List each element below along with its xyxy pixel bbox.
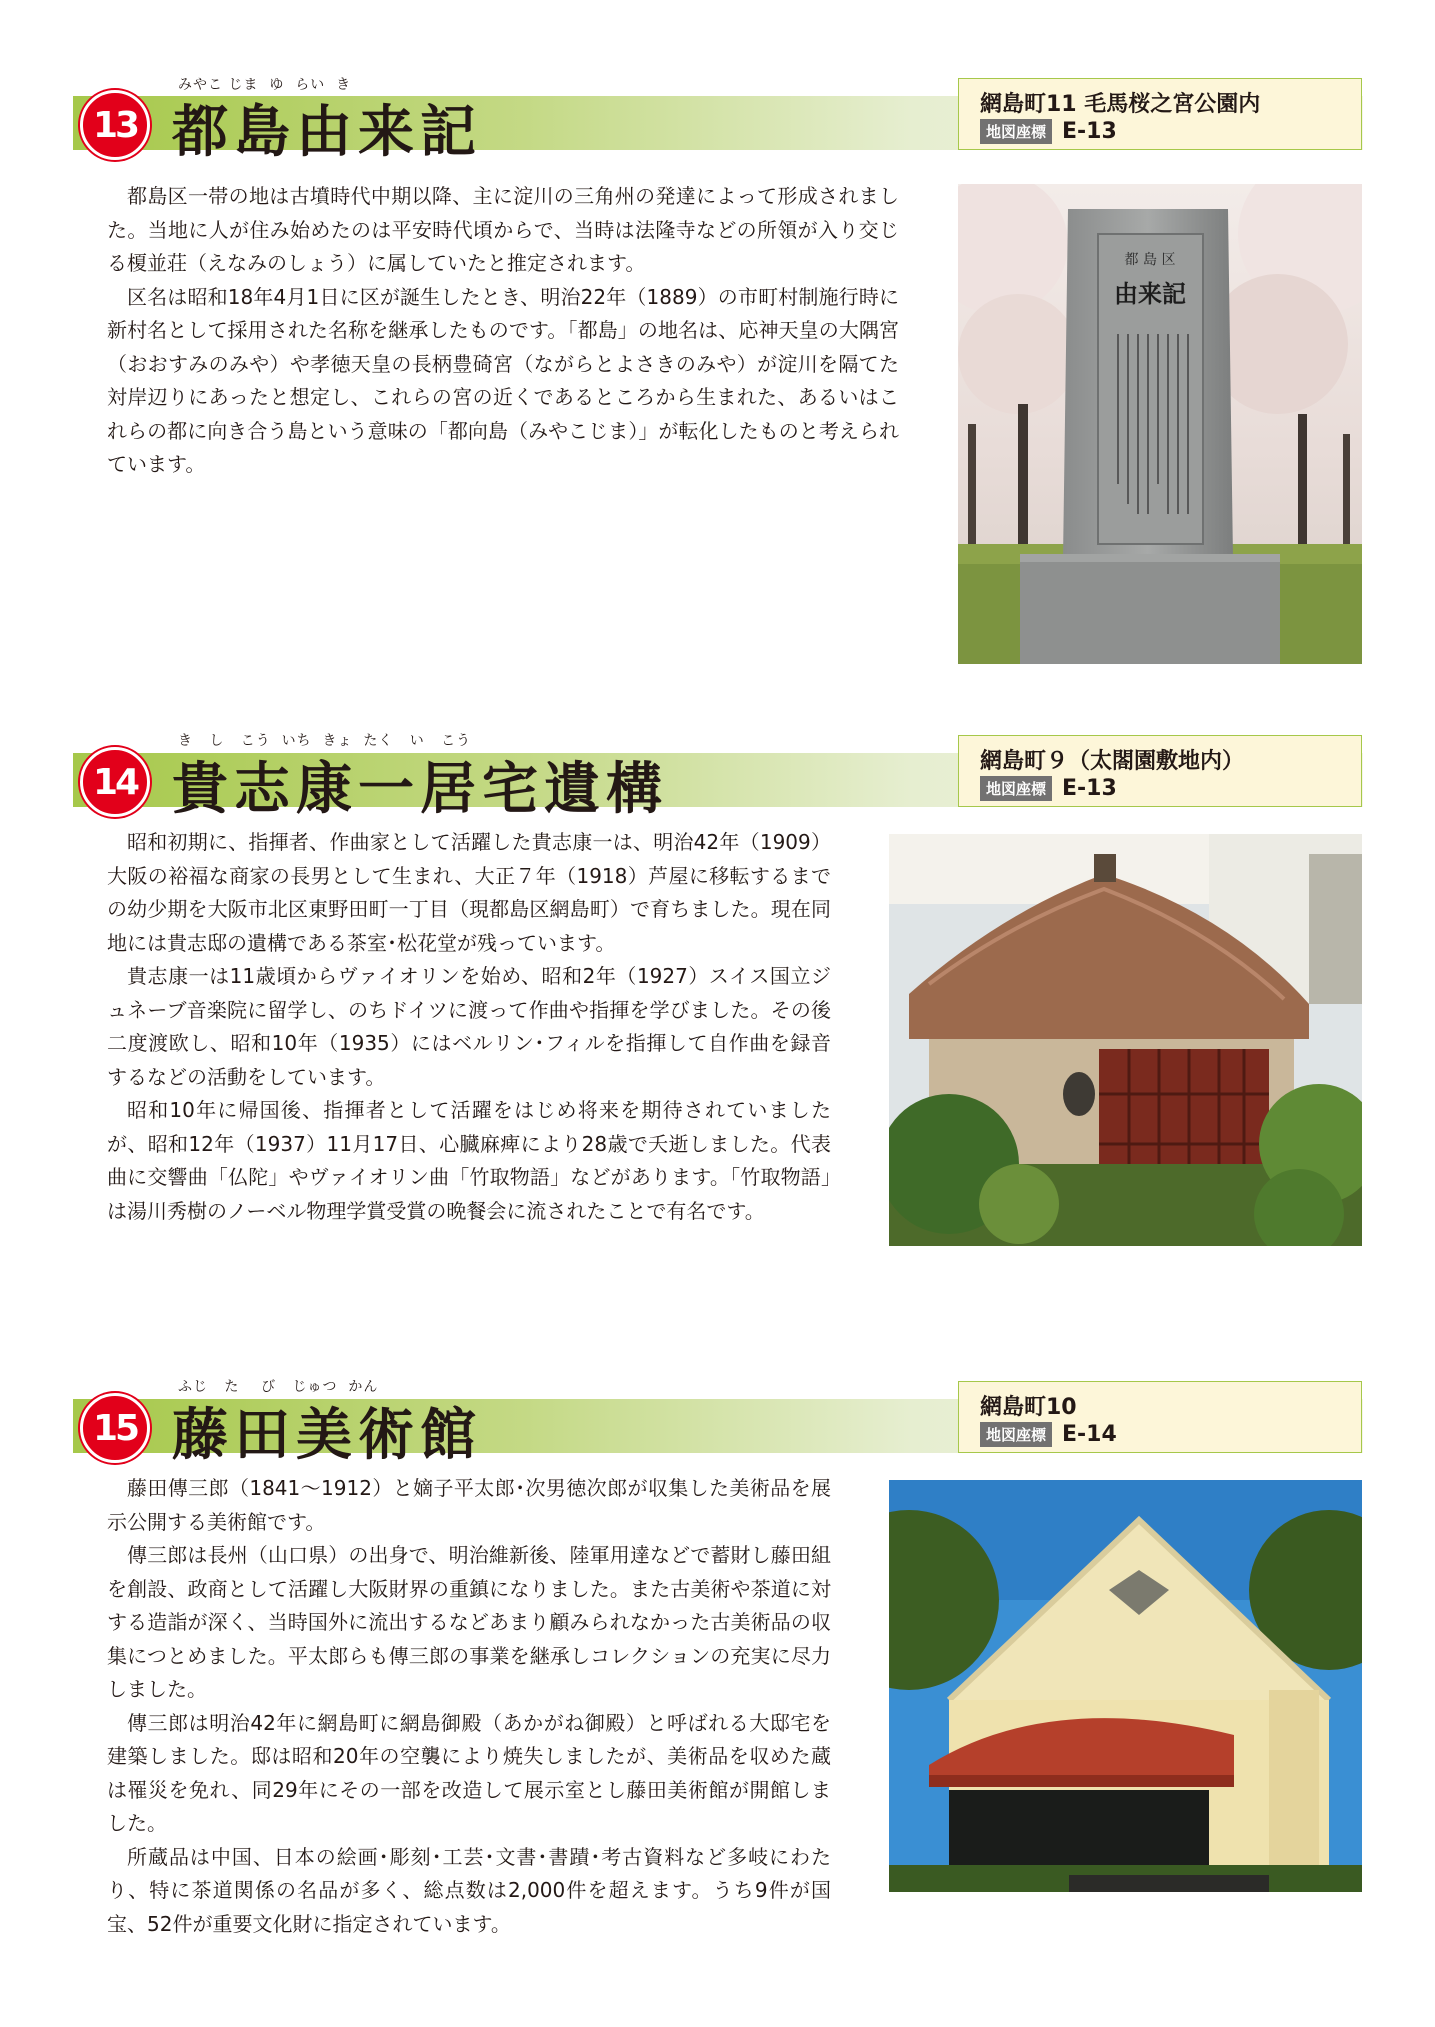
- map-coordinate: [980, 119, 1117, 144]
- monument-top-text: 都 島 区: [1124, 252, 1176, 268]
- map-coordinate: [980, 776, 1117, 801]
- title-ruby: ふじ た び じゅつ かん: [178, 1379, 379, 1395]
- section-body: [107, 826, 831, 1228]
- body-paragraph: 傳三郎は明治42年に網島町に網島御殿（あかがね御殿）と呼ばれる大邸宅を建築しました。邸は昭和20年の空襲により焼失しましたが、美術品を収めた蔵は罹災を免れ、同29年にその一部を改造して展示室とし藤田美術館が開館しました。: [107, 1710, 831, 1835]
- map-coordinate-value: E-14: [1062, 1422, 1117, 1447]
- section-body: [107, 180, 899, 482]
- body-paragraph: 昭和初期に、指揮者、作曲家として活躍した貴志康一は、明治42年（1909）大阪の裕福な商家の長男として生まれ、大正７年（1918）芦屋に移転するまでの幼少期を大阪市北区東野田町一丁目（現都島区網島町）で育ちました。現在同地には貴志邸の遺構である茶室･松花堂が残っています。: [107, 830, 831, 955]
- map-coordinate-value: E-13: [1062, 119, 1117, 144]
- body-paragraph: 昭和10年に帰国後、指揮者として活躍をはじめ将来を期待されていましたが、昭和12年（1937）11月17日、心臓麻痺により28歳で夭逝しました。代表曲に交響曲「仏陀」やヴァイオリン曲「竹取物語」などがあります。「竹取物語」は湯川秀樹のノーベル物理学賞受賞の晩餐会に流されたことで有名です。: [107, 1098, 831, 1223]
- body-paragraph: 貴志康一は11歳頃からヴァイオリンを始め、昭和2年（1927）スイス国立ジュネーブ音楽院に留学し、のちドイツに渡って作曲や指揮を学びました。その後二度渡欧し、昭和10年（1935）にはベルリン･フィルを指揮して自作曲を録音するなどの活動をしています。: [107, 964, 831, 1089]
- photo-tea-house: [889, 834, 1362, 1246]
- map-coordinate-label: 地図座標: [980, 1422, 1052, 1447]
- section-title: 貴志康一居宅遺構: [172, 756, 668, 822]
- section-number-badge: 14: [80, 747, 150, 817]
- body-paragraph: 傳三郎は長州（山口県）の出身で、明治維新後、陸軍用達などで蓄財し藤田組を創設、政商として活躍し大阪財界の重鎮になりました。また古美術や茶道に対する造詣が深く、当時国外に流出するなどあまり顧みられなかった古美術品の収集につとめました。平太郎らも傳三郎の事業を継承しコレクションの充実に尽力しました。: [107, 1543, 831, 1701]
- location-infobox: [958, 78, 1362, 150]
- section-body: [107, 1472, 831, 1941]
- body-paragraph: 所蔵品は中国、日本の絵画･彫刻･工芸･文書･書蹟･考古資料など多岐にわたり、特に茶道関係の名品が多く、総点数は2,000件を超えます。うち9件が国宝、52件が重要文化財に指定されています。: [107, 1844, 831, 1936]
- body-paragraph: 区名は昭和18年4月1日に区が誕生したとき、明治22年（1889）の市町村制施行時に新村名として採用された名称を継承したものです。「都島」の地名は、応神天皇の大隅宮（おおすみのみや）や孝徳天皇の長柄豊碕宮（ながらとよさきのみや）が淀川を隔てた対岸辺りにあったと想定し、これらの宮の近くであるところから生まれた、あるいはこれらの都に向き合う島という意味の「都向島（みやこじま）」が転化したものと考えられています。: [107, 284, 899, 476]
- location-infobox: [958, 1381, 1362, 1453]
- body-paragraph: 都島区一帯の地は古墳時代中期以降、主に淀川の三角州の発達によって形成されました。当地に人が住み始めたのは平安時代頃からで、当時は法隆寺などの所領が入り交じる榎並荘（えなみのしょう）に属していたと推定されます。: [107, 184, 899, 275]
- title-ruby: みやこ じま ゆ らい き: [178, 77, 352, 93]
- map-coordinate-value: E-13: [1062, 776, 1117, 801]
- photo-monument: [958, 184, 1362, 664]
- photo-museum: [889, 1480, 1362, 1892]
- section-title: 藤田美術館: [172, 1402, 482, 1468]
- address: 網島町９（太閤園敷地内）: [980, 749, 1245, 774]
- section-number-badge: 13: [80, 90, 150, 160]
- section-number-badge: 15: [80, 1393, 150, 1463]
- address: 網島町11 毛馬桜之宮公園内: [980, 92, 1261, 117]
- map-coordinate-label: 地図座標: [980, 119, 1052, 144]
- body-paragraph: 藤田傳三郎（1841～1912）と嫡子平太郎･次男徳次郎が収集した美術品を展示公開する美術館です。: [107, 1476, 831, 1534]
- section-title: 都島由来記: [172, 99, 482, 165]
- address: 網島町10: [980, 1395, 1077, 1420]
- title-ruby: き し こう いち きょ たく い こう: [178, 733, 472, 749]
- map-coordinate-label: 地図座標: [980, 776, 1052, 801]
- location-infobox: [958, 735, 1362, 807]
- monument-main-text: 由来記: [1114, 279, 1186, 308]
- map-coordinate: [980, 1422, 1117, 1447]
